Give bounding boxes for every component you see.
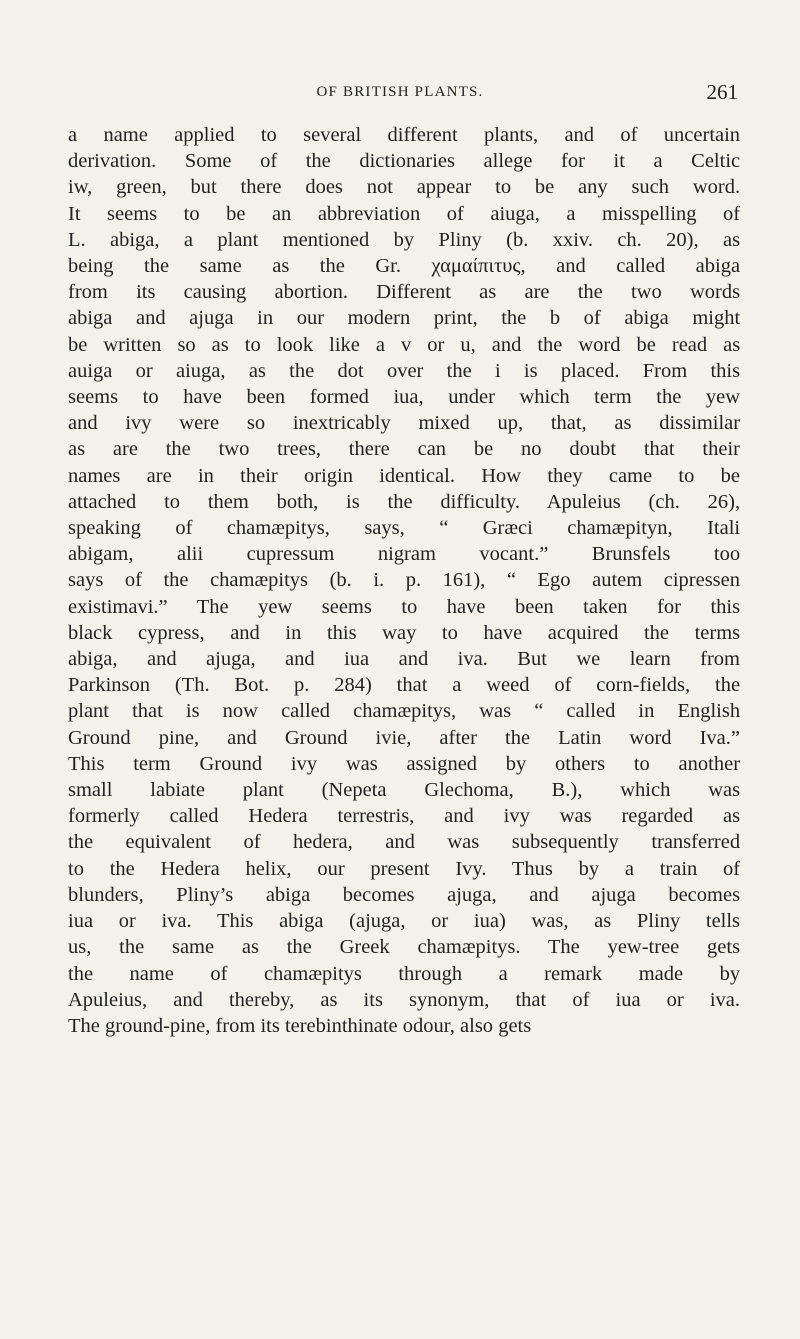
- text-line: iw, green, but there does not appear to be any such word.: [68, 176, 740, 199]
- text-line: plant that is now called chamæpitys, was “ called in English: [68, 700, 740, 723]
- text-line: attached to them both, is the difficulty. Apuleius (ch. 26),: [68, 490, 740, 513]
- body-text: [68, 122, 740, 1039]
- running-head: [0, 80, 800, 108]
- text-line: says of the chamæpitys (b. i. p. 161), “ Ego autem cipressen: [68, 569, 740, 592]
- page-number: 261: [706, 80, 738, 104]
- text-line: This term Ground ivy was assigned by others to another: [68, 752, 740, 775]
- text-line: Parkinson (Th. Bot. p. 284) that a weed of corn-fields, the: [68, 674, 740, 697]
- text-line: abiga, and ajuga, and iua and iva. But we learn from: [68, 648, 740, 671]
- text-line: auiga or aiuga, as the dot over the i is placed. From this: [68, 359, 740, 382]
- text-line: The ground-pine, from its terebinthinate odour, also gets: [68, 1014, 532, 1037]
- text-line: seems to have been formed iua, under which term the yew: [68, 386, 740, 409]
- text-line: and ivy were so inextricably mixed up, that, as dissimilar: [68, 412, 740, 435]
- text-line: to the Hedera helix, our present Ivy. Thus by a train of: [68, 857, 740, 880]
- text-line: abigam, alii cupressum nigram vocant.” Brunsfels too: [68, 543, 740, 566]
- text-line: small labiate plant (Nepeta Glechoma, B.), which was: [68, 779, 740, 802]
- text-line: blunders, Pliny’s abiga becomes ajuga, and ajuga becomes: [68, 883, 740, 906]
- text-line: us, the same as the Greek chamæpitys. The yew-tree gets: [68, 936, 740, 959]
- text-line: the equivalent of hedera, and was subsequently transferred: [68, 831, 740, 854]
- text-line: names are in their origin identical. How they came to be: [68, 464, 740, 487]
- text-line: It seems to be an abbreviation of aiuga, a misspelling of: [68, 202, 740, 225]
- text-line: as are the two trees, there can be no doubt that their: [68, 438, 740, 461]
- text-line: be written so as to look like a v or u, and the word be read as: [68, 333, 740, 356]
- text-line: existimavi.” The yew seems to have been taken for this: [68, 595, 740, 618]
- text-line: being the same as the Gr. χαμαίπιτυς, and called abiga: [68, 255, 740, 278]
- text-line: abiga and ajuga in our modern print, the b of abiga might: [68, 307, 740, 330]
- text-line: black cypress, and in this way to have acquired the terms: [68, 621, 740, 644]
- text-line: Ground pine, and Ground ivie, after the Latin word Iva.”: [68, 726, 740, 749]
- text-line: formerly called Hedera terrestris, and ivy was regarded as: [68, 805, 740, 828]
- text-line: from its causing abortion. Different as are the two words: [68, 281, 740, 304]
- running-title: OF BRITISH PLANTS.: [316, 84, 484, 100]
- text-line: iua or iva. This abiga (ajuga, or iua) was, as Pliny tells: [68, 910, 740, 933]
- text-line: a name applied to several different plants, and of uncertain: [68, 124, 740, 146]
- text-line: derivation. Some of the dictionaries allege for it a Celtic: [68, 150, 740, 173]
- text-line: speaking of chamæpitys, says, “ Græci chamæpityn, Itali: [68, 517, 740, 540]
- text-line: Apuleius, and thereby, as its synonym, that of iua or iva.: [68, 988, 740, 1011]
- text-line: L. abiga, a plant mentioned by Pliny (b. xxiv. ch. 20), as: [68, 228, 740, 251]
- text-line: the name of chamæpitys through a remark made by: [68, 962, 740, 985]
